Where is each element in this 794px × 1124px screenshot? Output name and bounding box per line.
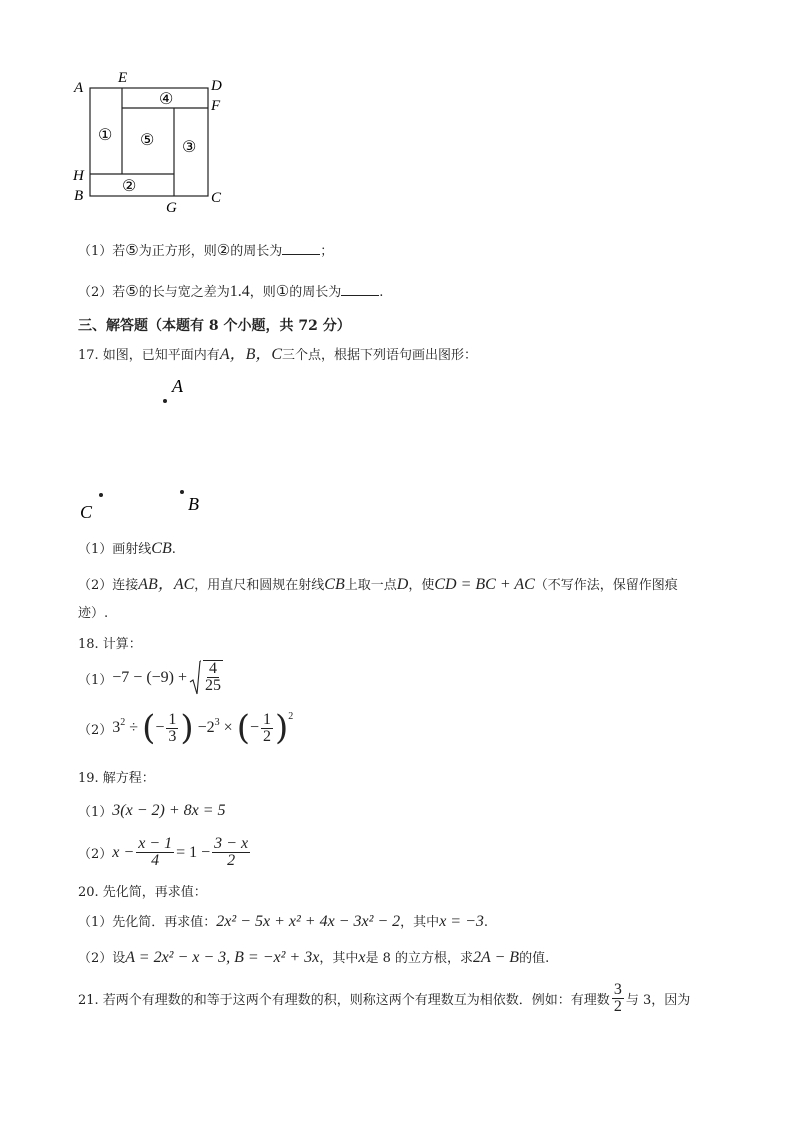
answer-blank[interactable] bbox=[341, 283, 379, 296]
sqrt-expression: $\frac{4}{25}$ bbox=[189, 660, 225, 696]
q18-stem: 18. 计算： bbox=[78, 637, 142, 652]
q17-part2: （2）连接AB，AC，用直尺和圆规在射线CB上取一点D，使CD = BC + AC（不写作法，保留作图痕 bbox=[78, 576, 678, 593]
points-figure bbox=[74, 372, 224, 524]
label-C: C bbox=[211, 190, 222, 206]
q20-stem: 20. 先化简，再求值： bbox=[78, 885, 207, 900]
region-3: ③ bbox=[182, 139, 197, 156]
q19-stem: 19. 解方程： bbox=[78, 771, 155, 786]
q17-part1: （1）画射线CB. bbox=[78, 540, 176, 557]
q20-part1: （1）先化简．再求值：2x² − 5x + x² + 4x − 3x² − 2，其中x = −3. bbox=[78, 913, 489, 930]
label-G: G bbox=[166, 200, 177, 216]
region-5: ⑤ bbox=[140, 132, 155, 149]
q18-part1: （1） −7 − (−9) + $\frac{4}{25}$ bbox=[78, 660, 225, 696]
q20-part2: （2）设A = 2x² − x − 3, B = −x² + 3x，其中x是 8 的立方根，求2A − B的值. bbox=[78, 949, 550, 966]
label-D: D bbox=[211, 78, 222, 94]
q17-stem: 17. 如图，已知平面内有A，B，C三个点，根据下列语句画出图形： bbox=[78, 346, 478, 363]
point-A bbox=[163, 399, 167, 403]
q16-part2: （2）若⑤的长与宽之差为1.4，则①的周长为 . bbox=[78, 282, 384, 300]
label-F: F bbox=[211, 98, 221, 114]
sqrt-sign bbox=[189, 660, 201, 696]
region-2: ② bbox=[122, 178, 137, 195]
q18-part2: （2） 3 $^2$ ÷ ( − $\frac{1}{3}$ ) −2 $^3$ × ( − $\frac{1}{2}$ ) $^2$ bbox=[78, 708, 294, 748]
label-C: C bbox=[80, 502, 93, 522]
point-B bbox=[180, 490, 184, 494]
label-A: A bbox=[172, 376, 183, 396]
rectangle-figure bbox=[70, 68, 230, 216]
q19-part2: （2） x − $\frac{x - 1}{4}$ = 1 − $\frac{3 - x}{2}$ bbox=[78, 835, 249, 869]
region-4: ④ bbox=[159, 91, 174, 108]
q16-part1: （1）若⑤为正方形，则②的周长为 ； bbox=[78, 241, 334, 259]
label-E: E bbox=[118, 70, 128, 86]
label-H: H bbox=[73, 168, 84, 184]
q17-part2-continued: 迹）. bbox=[78, 606, 109, 621]
q21-stem: 21. 若两个有理数的和等于这两个有理数的积，则称这两个有理数互为相依数．例如：有理数 $\frac{3}{2}$ 与 3，因为 bbox=[78, 981, 691, 1015]
answer-blank[interactable] bbox=[282, 242, 320, 255]
label-A: A bbox=[74, 80, 84, 96]
q19-part1: （1） 3(x − 2) + 8x = 5 bbox=[78, 801, 226, 820]
point-C bbox=[99, 493, 103, 497]
label-B: B bbox=[74, 188, 84, 204]
section-heading: 三、解答题（本题有 8 个小题，共 72 分） bbox=[78, 318, 351, 334]
region-1: ① bbox=[98, 127, 113, 144]
label-B: B bbox=[188, 494, 199, 514]
